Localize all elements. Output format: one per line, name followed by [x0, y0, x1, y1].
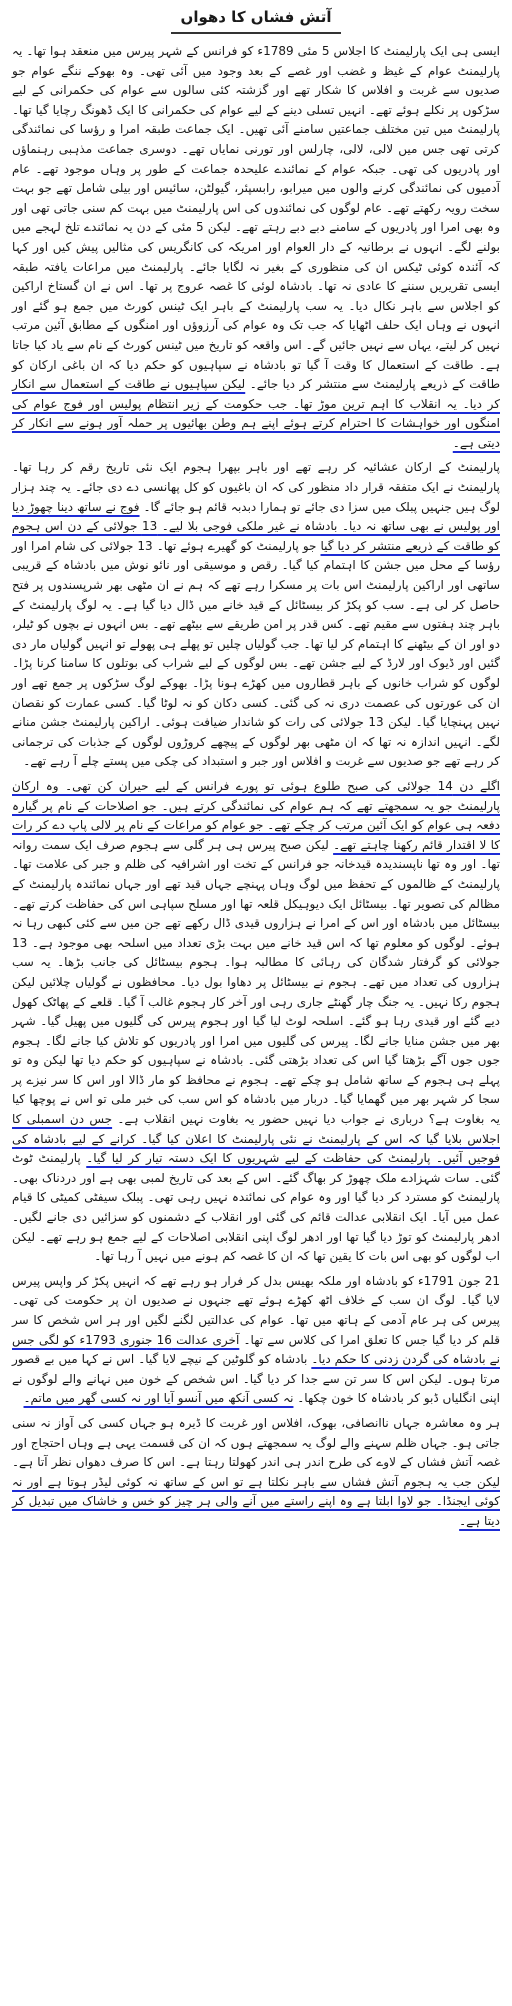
body-text: ہر وہ معاشرہ جہاں ناانصافی، بھوک، افلاس اور غربت کا ڈیرہ ہو جہاں کسی کی آواز نہ سنی جاتی ہو۔ جہاں ظلم سہنے والے لوگ یہ سمجھتے ہوں کہ ان کی قسمت یہی ہے وہاں احتجاج اور غصہ آتش فشاں کے لاوے کی طرح اندر ہی اندر کھولتا رہتا ہے۔ اس کا صرف دھواں نظر آتا ہے۔	[12, 1415, 500, 1470]
body-text: لیکن صبح پیرس ہی ہر گلی سے ہجوم صرف ایک سمت روانہ تھا۔ اور وہ تھا ناپسندیدہ قیدخانہ جو فرانس کے تخت اور اشرافیہ کی ظلم و جبر کی علامت تھا۔ پارلیمنٹ کے ظالموں کے تحفظ میں لوگ وہاں پہنچے جہاں قید تھے اور جہاں نمائندہ پارلیمنٹ کے مظالم کی تصویر تھا۔ بیسٹائل ایک دیوہیکل قلعہ تھا اور مسلح سپاہی اس کی حفاظت کرتے تھے۔ بیسٹائل میں بادشاہ اور اس کے امرا نے ہزاروں قیدی ڈال رکھے تھے جن میں سے کئی کبھی رہا نہ ہوئے۔ لوگوں کو معلوم تھا کہ اس قید خانے میں بہت بڑی تعداد میں اسلحہ بھی موجود ہے۔ 13 جولائی کو گرفتار شدگان کی رہائی کا مطالبہ ہوا۔ ہجوم بیسٹائل کی جانب بڑھا۔ یہ سب ہزاروں کی تعداد میں تھے۔ ہجوم نے بیسٹائل پر دھاوا بول دیا۔ محافظوں نے گولیاں چلائیں لیکن ہجوم رکا نہیں۔ یہ جنگ چار گھنٹے جاری رہی اور آخر کار ہجوم غالب آ گیا۔ قلعے کے پھاٹک کھول دیے گئے اور قیدی رہا ہو گئے۔ اسلحہ لوٹ لیا گیا اور ہجوم پیرس کی گلیوں میں پھیل گیا۔ شہر بھر میں جشن منایا جانے لگا۔ پیرس کی گلیوں میں امرا اور پادریوں کو تلاش کیا جانے لگا۔ ہجوم جوں جوں آگے بڑھتا گیا اس کی تعداد بڑھتی گئی۔ بادشاہ نے سپاہیوں کو حکم دیا تھا لیکن وہ تو پہلے ہی ہجوم کے ساتھ شامل ہو چکے تھے۔ ہجوم نے محافظ کو مار ڈالا اور اس کا سر نیزے پر سجا کر شہر بھر میں گھمایا گیا۔ دربار میں بادشاہ کو اس سب کی خبر ملی تو اس نے پوچھا کیا یہ بغاوت ہے؟ درباری نے جواب دیا نہیں حضور یہ بغاوت نہیں انقلاب ہے۔	[12, 837, 500, 1127]
highlighted-text: جس دن اسمبلی کا اجلاس بلایا گیا کہ اس کے پارلیمنٹ نے نئی پارلیمنٹ کا اعلان کیا گیا۔ کرانے کے لیے بادشاہ کی فوجیں آئیں۔ پارلیمنٹ کی حفاظت کے لیے شہریوں کا ایک دستہ تیار کر لیا گیا۔	[12, 1112, 501, 1166]
body-text: پارلیمنٹ کے ارکان عشائیہ کر رہے تھے اور باہر بپھرا ہجوم ایک نئی تاریخ رقم کر رہا تھا۔ پارلیمنٹ نے ایک متفقہ قرار داد منظور کی کہ ان باغیوں کو کل پھانسی دے دی جائے۔ یہ چند ہزار لوگ ہیں جنہیں پبلک میں سزا دی جائے تو ہمارا دبدبہ قائم ہو جائے گا۔	[12, 460, 500, 514]
highlighted-text: نہ کسی آنکھ میں آنسو آیا اور نہ کسی گھر میں ماتم۔	[23, 1391, 294, 1406]
highlighted-text: اگلے دن 14 جولائی کی صبح طلوع ہوئی تو پورے فرانس کے لیے حیران کن تھی۔ وہ ارکان پارلیمنٹ جو یہ سمجھتے تھے کہ ہم عوام کی نمائندگی کرتے ہیں۔ جو اصلاحات کے نام پر گیارہ دفعہ ہی عوام کو ایک آئین مرتب کر چکے تھے۔ جو عوام کو مراعات کے نام پر لالی پاپ دے کر رات کا لا اقتدار قائم رکھنا چاہتے تھے۔	[12, 778, 501, 852]
body-text: ایسی ہی ایک پارلیمنٹ کا اجلاس 5 مئی 1789ء کو فرانس کے شہر پیرس میں منعقد ہوا تھا۔ یہ پارلیمنٹ عوام کے غیظ و غضب اور غصے کے بعد وجود میں آئی تھی۔ وہ بھوکے ننگے عوام جو صدیوں سے غربت و افلاس کا شکار تھے اور گزشتہ کئی سالوں سے عوام کی حکمرانی کے لیے سڑکوں پر نکلے ہوئے تھے۔ انہیں تسلی دینے کے لیے عوام کی حکمرانی کا ایک ڈھونگ رچایا گیا تھا۔ پارلیمنٹ میں تین مختلف جماعتیں سامنے آئی تھیں۔ ایک جماعت طبقہ امرا و رؤسا کی نمائندگی کرتی تھی جس میں لالی، لالی، چارلس اور تورنی نمایاں تھے۔ دوسری جماعت مذہبی رہنماؤں اور پادریوں کی تھی۔ جبکہ عوام کے نمائندے علیحدہ جماعت کے طور پر وہاں موجود تھے۔ عام آدمیوں کی نمائندگی کرنے والوں میں میرابو، رابسپئر، گیولٹن، سائیس اور بیلی شامل تھے جو بہت سخت رویہ رکھتے تھے۔ عام لوگوں کی نمائندوں کی اس پارلیمنٹ میں بہت کم سنی جاتی تھی اور وہ بھی امرا اور پادریوں کے سامنے دبے دبے رہتے تھے۔ لیکن 5 مئی کے دن یہ نمائندے تلخ لہجے میں بولنے لگے۔ انہوں نے برطانیہ کے دار العوام اور امریکہ کی کانگریس کی مثالیں پیش کیں اور کہا کہ آئندہ کوئی ٹیکس ان کی منظوری کے بغیر نہ لگایا جائے۔ پارلیمنٹ میں مراعات یافتہ طبقہ ایسی تقریریں سننے کا عادی نہ تھا۔ بادشاہ لوئی کا غصہ عروج پر تھا۔ اس نے ان گستاخ اراکین کو اجلاس سے باہر نکال دیا۔ یہ سب پارلیمنٹ کے باہر ایک ٹینس کورٹ میں جمع ہو گئے اور انہوں نے وہاں ایک حلف اٹھایا کہ جب تک وہ عوام کی آرزوؤں اور امنگوں کے مطابق آئین مرتب نہیں کر لیتے، یہاں سے نہیں جائیں گے۔ اس واقعہ کو تاریخ میں ٹینس کورٹ کے نام سے یاد کیا جاتا ہے۔ طاقت کے استعمال کا وقت آ گیا تو بادشاہ نے سپاہیوں کو حکم دیا کہ ان باغی ارکان کو طاقت کے ذریعے پارلیمنٹ سے منتشر کر دیا جائے۔	[12, 44, 500, 392]
paragraph-1	[12, 42, 500, 453]
highlighted-text: لیکن سپاہیوں نے طاقت کے استعمال سے انکار کر دیا۔ یہ انقلاب کا اہم ترین موڑ تھا۔ جب حکومت کے زیر انتظام پولیس اور فوج عوام کی امنگوں اور خواہشات کا احترام کرتے ہوئے اپنے ہم وطن بھائیوں پر حملہ آور ہونے سے انکار کر دیتی ہے۔	[12, 377, 500, 450]
highlighted-text: لیکن جب یہ ہجوم آتش فشاں سے باہر نکلتا ہے تو اس کے ساتھ نہ کوئی لیڈر ہوتا ہے اور نہ کوئی ایجنڈا۔ جو لاوا ابلتا ہے وہ اپنے راستے میں آنے والی ہر چیز کو خس و خاشاک میں تبدیل کر دیتا ہے۔	[12, 1474, 500, 1528]
paragraph-4	[12, 1272, 500, 1409]
body-text: پارلیمنٹ ٹوٹ گئی۔ سات شہزادے ملک چھوڑ کر بھاگ گئے۔ اس کے بعد کی تاریخ لمبی بھی ہے اور دردناک بھی۔ پارلیمنٹ کو مسترد کر دیا گیا اور وہ عوام کی نمائندہ نہیں رہی تھی۔ پبلک سیفٹی کمیٹی کا قیام عمل میں آیا۔ ایک انقلابی عدالت قائم کی گئی اور انقلاب کے دشمنوں کو سزائیں دی جانے لگیں۔ ادھر پارلیمنٹ کو توڑ دیا گیا تھا اور ادھر لوگ اپنی انقلابی اصلاحات کے لیے جمع ہو رہے تھے۔ لیکن اب لوگوں کو بھی اس بات کا یقین تھا کہ ان کا غصہ کم ہونے میں نہیں آ رہا تھا۔	[12, 1151, 500, 1264]
body-text: 21 جون 1791ء کو بادشاہ اور ملکہ بھیس بدل کر فرار ہو رہے تھے کہ انہیں پکڑ کر واپس پیرس لایا گیا۔ لوگ ان سب کے خلاف اٹھ کھڑے ہوئے تھے جنہوں نے صدیوں ان پر حکومت کی تھی۔ پیرس کی ہر عام آدمی کے ہاتھ میں تھا۔ عوام کی عدالتیں لگنے لگیں اور ہر اس شخص کا سر قلم کر دیا گیا جس کا تعلق امرا کی کلاس سے تھا۔	[12, 1273, 500, 1347]
paragraph-5	[12, 1414, 500, 1532]
highlighted-text: فوج نے ساتھ دینا چھوڑ دیا اور پولیس نے بھی ساتھ نہ دیا۔ بادشاہ نے غیر ملکی فوجی بلا لیے۔ 13 جولائی کے دن اس ہجوم کو طاقت کے ذریعے منتشر کر دیا گیا	[12, 499, 500, 553]
article-body	[12, 42, 500, 1532]
highlighted-text: آخری عدالت 16 جنوری 1793ء کو لگی جس نے بادشاہ کی گردن زدنی کا حکم دیا۔	[12, 1332, 500, 1367]
paragraph-3	[12, 777, 500, 1267]
headline: آتش فشاں کا دھواں	[171, 6, 341, 34]
paragraph-2	[12, 458, 500, 772]
body-text: جو پارلیمنٹ کو گھیرے ہوئے تھا۔ 13 جولائی کی شام امرا اور رؤسا کے محل میں جشن کا اہتمام کیا گیا۔ رقص و موسیقی اور نائو نوش میں بادشاہ کے قریبی ساتھی اور اراکین پارلیمنٹ اس بات پر مسکرا رہے تھے کہ ہم نے ان مٹھی بھر شرپسندوں پر فتح حاصل کر لی ہے۔ سب کو پکڑ کر بیسٹائل کے قید خانے میں ڈال دیا گیا ہے۔ یہ لوگ پارلیمنٹ کے باہر چند ہفتوں سے مقیم تھے۔ کس قدر پر امن طریقے سے بیٹھے تھے۔ بس انہوں نے بچوں کو ٹیلر، دو اور ان کے بیٹھنے کا اہتمام کر لیا تھا۔ جب گولیاں چلیں تو پھلے ہی پھولے تو انہیں گولیاں مار دی گئیں اور ڈیوک اور لارڈ کے لیے جشن تھے۔ بس لوگوں کے لیے شراب کی بوتلوں کا سامنا کرنا پڑا۔ لوگوں کو شراب خانوں کے باہر قطاروں میں کھڑے ہونا پڑا۔ بھوکے لوگ سڑکوں پر جمع تھے اور ان کی عورتوں کی عصمت دری نہ کی گئی۔ کسی دکان کو نہ لوٹا گیا۔ کسی عمارت کو نقصان نہیں پہنچایا گیا۔ لیکن 13 جولائی کی رات کو شاندار ضیافت ہوئی۔ اراکین پارلیمنٹ جشن منانے لگے۔ انہیں اندازہ نہ تھا کہ ان مٹھی بھر لوگوں کے پیچھے کروڑوں لوگوں کے جذبات کی ترجمانی کر رہے تھے جو صدیوں سے غربت و افلاس اور جبر و استبداد کی چکی میں پستے چلے آ رہے تھے۔	[12, 538, 500, 769]
body-text: بادشاہ کو گلوٹین کے نیچے لایا گیا۔ اس نے کہا میں بے قصور مرتا ہوں۔ لیکن اس کا سر تن سے جدا کر دیا گیا۔ اس شخص کے خون میں نہانے والے لوگوں نے اپنی انگلیاں ڈبو کر بادشاہ کا خون چکھا۔	[12, 1352, 500, 1406]
